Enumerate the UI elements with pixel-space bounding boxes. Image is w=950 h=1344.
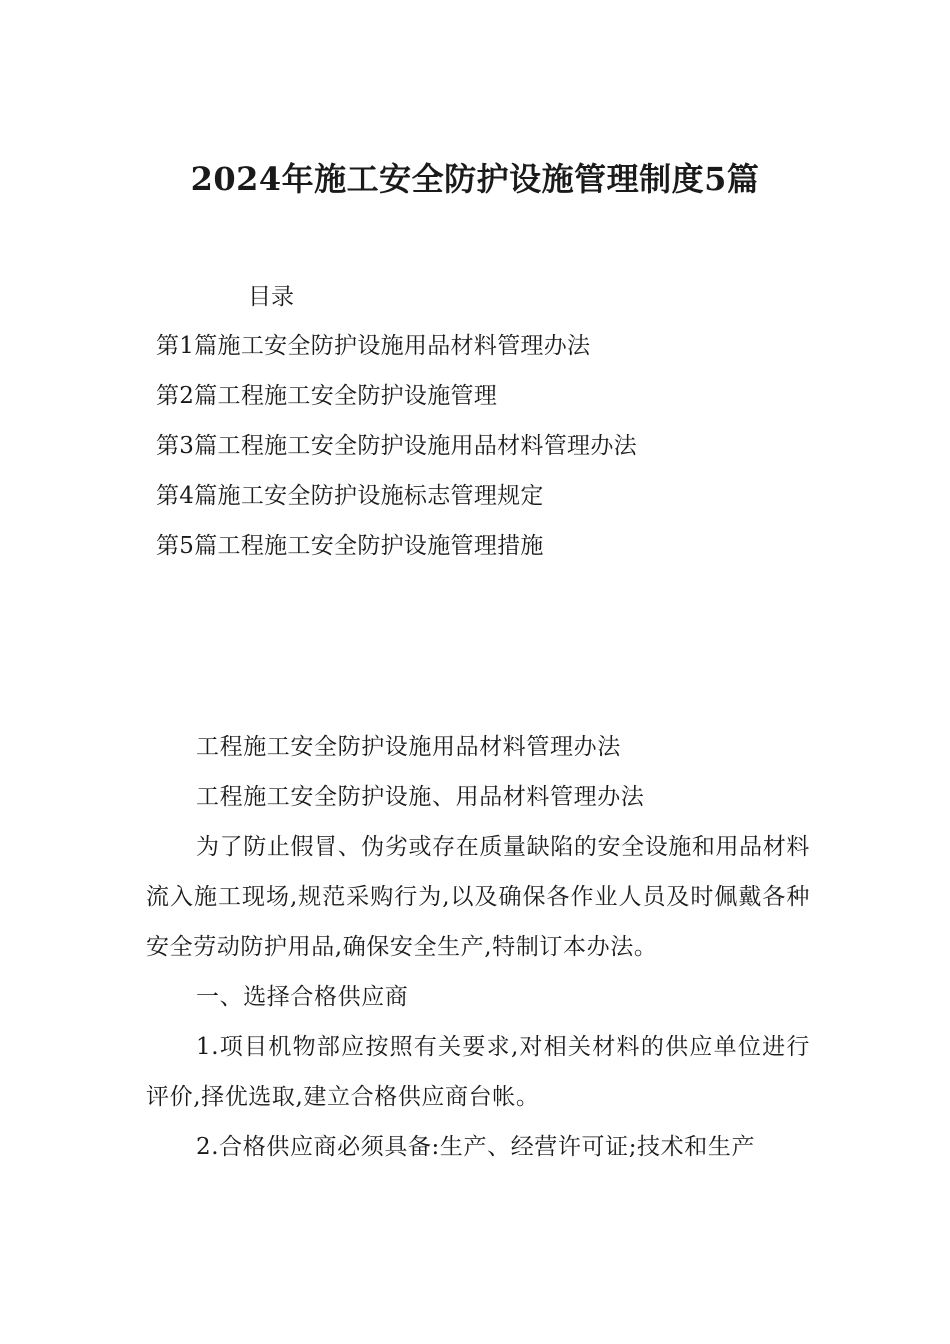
toc-item-1[interactable]: 第1篇施工安全防护设施用品材料管理办法 bbox=[156, 333, 591, 359]
document-body bbox=[146, 722, 810, 1172]
intro-paragraph: 为了防止假冒、伪劣或存在质量缺陷的安全设施和用品材料流入施工现场,规范采购行为,以及确保各作业人员及时佩戴各种安全劳动防护用品,确保安全生产,特制订本办法。 bbox=[146, 834, 810, 960]
table-of-contents bbox=[156, 328, 637, 578]
toc-heading: 目录 bbox=[248, 284, 294, 310]
section-subtitle: 工程施工安全防护设施、用品材料管理办法 bbox=[196, 784, 645, 810]
section-title: 工程施工安全防护设施用品材料管理办法 bbox=[196, 734, 621, 760]
toc-item-5[interactable]: 第5篇工程施工安全防护设施管理措施 bbox=[156, 533, 544, 559]
clause-2: 2.合格供应商必须具备:生产、经营许可证;技术和生产 bbox=[196, 1134, 756, 1160]
document-title: 2024年施工安全防护设施管理制度5篇 bbox=[190, 160, 760, 199]
clause-1: 1.项目机物部应按照有关要求,对相关材料的供应单位进行评价,择优选取,建立合格供应商台帐。 bbox=[146, 1034, 810, 1110]
section-heading-1: 一、选择合格供应商 bbox=[196, 984, 409, 1010]
toc-item-4[interactable]: 第4篇施工安全防护设施标志管理规定 bbox=[156, 483, 544, 509]
toc-item-3[interactable]: 第3篇工程施工安全防护设施用品材料管理办法 bbox=[156, 433, 637, 459]
toc-item-2[interactable]: 第2篇工程施工安全防护设施管理 bbox=[156, 383, 498, 409]
